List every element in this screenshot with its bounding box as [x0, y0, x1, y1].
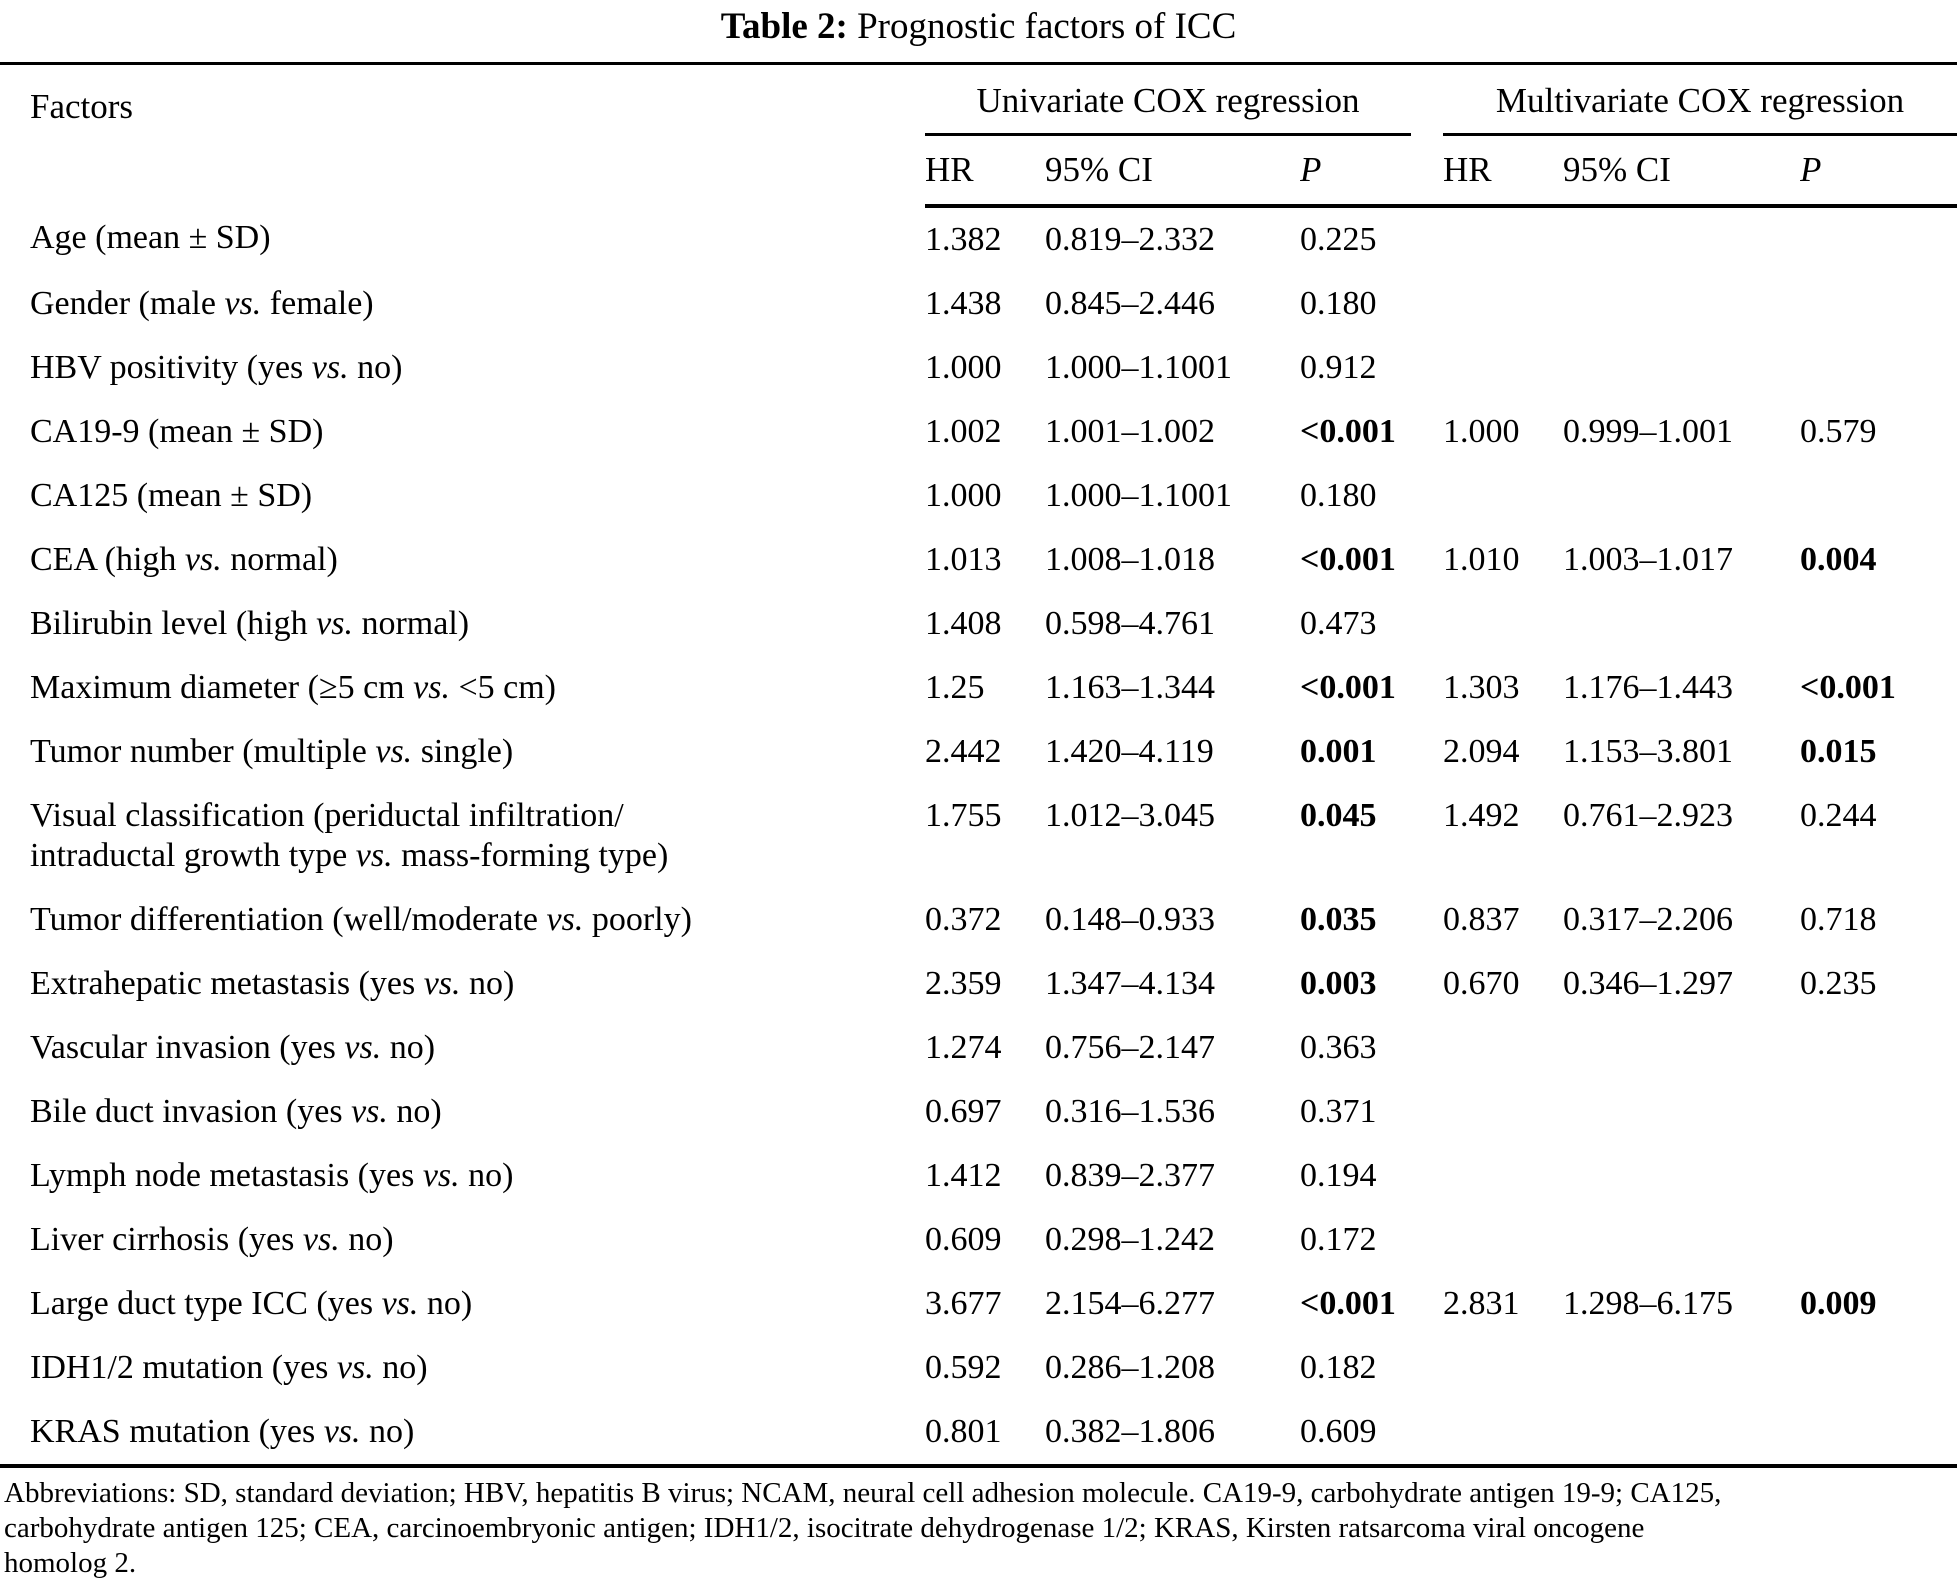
table-row [0, 784, 1957, 888]
m-ci-cell: 0.346–1.297 [1563, 965, 1734, 1002]
group-header-univariate [925, 64, 1443, 137]
group-header-multivariate [1443, 64, 1957, 137]
table-row [0, 1016, 1957, 1080]
group-header-univariate-label: Univariate COX regression [925, 81, 1411, 136]
m-p-cell: 0.235 [1800, 965, 1877, 1002]
factor-cell: Tumor differentiation (well/moderate vs. poorly) [30, 901, 692, 938]
m-p-cell [1800, 464, 1957, 528]
m-hr-cell: 2.831 [1443, 1285, 1520, 1322]
u-ci-cell: 1.000–1.1001 [1045, 477, 1232, 514]
column-header-m-ci: 95% CI [1563, 136, 1800, 206]
u-ci-cell: 0.298–1.242 [1045, 1221, 1215, 1258]
m-hr-cell [1443, 206, 1563, 272]
column-header-m-p: P [1800, 136, 1957, 206]
factor-cell: Bile duct invasion (yes vs. no) [30, 1093, 442, 1130]
table-row [0, 656, 1957, 720]
table-body [0, 206, 1957, 1466]
m-p-cell: 0.579 [1800, 413, 1877, 450]
m-p-cell [1800, 1080, 1957, 1144]
m-p-cell: 0.244 [1800, 797, 1877, 834]
factor-cell: Liver cirrhosis (yes vs. no) [30, 1221, 394, 1258]
factor-cell: HBV positivity (yes vs. no) [30, 349, 403, 386]
m-ci-cell: 1.298–6.175 [1563, 1285, 1734, 1322]
u-ci-cell: 0.819–2.332 [1045, 221, 1215, 258]
u-ci-cell: 1.000–1.1001 [1045, 349, 1232, 386]
u-hr-cell: 2.442 [925, 733, 1002, 770]
u-p-cell: 0.912 [1300, 349, 1377, 386]
m-ci-cell [1563, 336, 1800, 400]
u-ci-cell: 0.598–4.761 [1045, 605, 1215, 642]
u-p-cell: 0.035 [1300, 901, 1377, 938]
column-header-u-p: P [1300, 136, 1443, 206]
u-p-cell: 0.003 [1300, 965, 1377, 1002]
u-p-cell: 0.473 [1300, 605, 1377, 642]
m-ci-cell: 0.317–2.206 [1563, 901, 1734, 938]
u-ci-cell: 0.845–2.446 [1045, 285, 1215, 322]
m-ci-cell: 1.153–3.801 [1563, 733, 1734, 770]
m-ci-cell: 1.176–1.443 [1563, 669, 1734, 706]
m-hr-cell: 0.837 [1443, 901, 1520, 938]
u-ci-cell: 1.163–1.344 [1045, 669, 1215, 706]
table-header [0, 64, 1957, 207]
m-hr-cell [1443, 464, 1563, 528]
u-p-cell: 0.180 [1300, 477, 1377, 514]
factor-cell: Gender (male vs. female) [30, 285, 374, 322]
u-p-cell: <0.001 [1300, 669, 1396, 706]
m-p-cell [1800, 1016, 1957, 1080]
m-hr-cell [1443, 336, 1563, 400]
m-ci-cell: 1.003–1.017 [1563, 541, 1734, 578]
m-ci-cell [1563, 464, 1800, 528]
m-p-cell [1800, 1144, 1957, 1208]
u-hr-cell: 1.25 [925, 669, 985, 706]
m-hr-cell [1443, 1080, 1563, 1144]
footnote-line: carbohydrate antigen 125; CEA, carcinoembryonic antigen; IDH1/2, isocitrate dehydrogenase 1/2; KRAS, Kirsten ratsarcoma viral oncogene [4, 1512, 1645, 1544]
m-hr-cell [1443, 592, 1563, 656]
u-p-cell: 0.045 [1300, 797, 1377, 834]
column-header-m-hr: HR [1443, 136, 1563, 206]
u-ci-cell: 1.012–3.045 [1045, 797, 1215, 834]
u-hr-cell: 0.609 [925, 1221, 1002, 1258]
factor-cell: Large duct type ICC (yes vs. no) [30, 1285, 473, 1322]
factor-cell: CA125 (mean ± SD) [30, 477, 313, 514]
u-hr-cell: 1.382 [925, 221, 1002, 258]
u-hr-cell: 0.592 [925, 1349, 1002, 1386]
m-hr-cell: 1.303 [1443, 669, 1520, 706]
footnote-line: homolog 2. [4, 1547, 137, 1579]
u-ci-cell: 2.154–6.277 [1045, 1285, 1215, 1322]
m-ci-cell [1563, 592, 1800, 656]
u-hr-cell: 0.372 [925, 901, 1002, 938]
m-p-cell: 0.004 [1800, 541, 1877, 578]
table-row [0, 1272, 1957, 1336]
m-p-cell [1800, 1336, 1957, 1400]
m-p-cell: 0.718 [1800, 901, 1877, 938]
table-row [0, 336, 1957, 400]
factor-cell: Vascular invasion (yes vs. no) [30, 1029, 436, 1066]
u-p-cell: 0.172 [1300, 1221, 1377, 1258]
u-ci-cell: 0.382–1.806 [1045, 1413, 1215, 1450]
table-title [0, 0, 1957, 62]
factor-cell: CEA (high vs. normal) [30, 541, 338, 578]
m-ci-cell [1563, 1336, 1800, 1400]
m-hr-cell [1443, 272, 1563, 336]
u-ci-cell: 0.148–0.933 [1045, 901, 1215, 938]
table-title-label: Table 2: [720, 6, 848, 47]
u-p-cell: <0.001 [1300, 541, 1396, 578]
u-p-cell: 0.194 [1300, 1157, 1377, 1194]
m-hr-cell [1443, 1144, 1563, 1208]
table-row [0, 1400, 1957, 1466]
table-row [0, 464, 1957, 528]
factor-cell: Visual classification (periductal infiltration/ intraductal growth type vs. mass-forming type) [30, 797, 669, 874]
u-p-cell: 0.609 [1300, 1413, 1377, 1450]
u-p-cell: 0.371 [1300, 1093, 1377, 1130]
m-hr-cell: 2.094 [1443, 733, 1520, 770]
u-ci-cell: 0.756–2.147 [1045, 1029, 1215, 1066]
factor-cell: Age (mean ± SD) [30, 219, 271, 256]
footnote-line: Abbreviations: SD, standard deviation; HBV, hepatitis B virus; NCAM, neural cell adhesion molecule. CA19-9, carbohydrate antigen 19-9; CA125, [4, 1477, 1722, 1509]
u-ci-cell: 1.347–4.134 [1045, 965, 1215, 1002]
m-p-cell: 0.015 [1800, 733, 1877, 770]
m-ci-cell: 0.761–2.923 [1563, 797, 1734, 834]
m-hr-cell [1443, 1400, 1563, 1466]
table-row [0, 528, 1957, 592]
m-hr-cell [1443, 1336, 1563, 1400]
m-hr-cell: 1.010 [1443, 541, 1520, 578]
m-hr-cell: 1.000 [1443, 413, 1520, 450]
factor-cell: KRAS mutation (yes vs. no) [30, 1413, 415, 1450]
m-ci-cell [1563, 272, 1800, 336]
table-row [0, 952, 1957, 1016]
m-p-cell [1800, 1400, 1957, 1466]
u-hr-cell: 1.000 [925, 349, 1002, 386]
u-ci-cell: 1.001–1.002 [1045, 413, 1215, 450]
u-hr-cell: 1.274 [925, 1029, 1002, 1066]
u-p-cell: <0.001 [1300, 1285, 1396, 1322]
u-hr-cell: 1.755 [925, 797, 1002, 834]
factor-cell: Bilirubin level (high vs. normal) [30, 605, 470, 642]
u-hr-cell: 1.412 [925, 1157, 1002, 1194]
table-row [0, 1336, 1957, 1400]
m-p-cell [1800, 206, 1957, 272]
u-ci-cell: 0.316–1.536 [1045, 1093, 1215, 1130]
u-hr-cell: 1.013 [925, 541, 1002, 578]
m-ci-cell [1563, 1080, 1800, 1144]
m-ci-cell [1563, 1208, 1800, 1272]
m-ci-cell: 0.999–1.001 [1563, 413, 1734, 450]
u-p-cell: <0.001 [1300, 413, 1396, 450]
factor-cell: Extrahepatic metastasis (yes vs. no) [30, 965, 515, 1002]
m-ci-cell [1563, 206, 1800, 272]
u-hr-cell: 3.677 [925, 1285, 1002, 1322]
m-hr-cell: 1.492 [1443, 797, 1520, 834]
table-row [0, 888, 1957, 952]
m-hr-cell [1443, 1016, 1563, 1080]
u-hr-cell: 1.000 [925, 477, 1002, 514]
m-hr-cell [1443, 1208, 1563, 1272]
m-p-cell: <0.001 [1800, 669, 1896, 706]
u-p-cell: 0.180 [1300, 285, 1377, 322]
table-row [0, 720, 1957, 784]
m-p-cell: 0.009 [1800, 1285, 1877, 1322]
u-p-cell: 0.001 [1300, 733, 1377, 770]
u-p-cell: 0.363 [1300, 1029, 1377, 1066]
table-row [0, 592, 1957, 656]
u-ci-cell: 1.008–1.018 [1045, 541, 1215, 578]
table-row [0, 1080, 1957, 1144]
factor-cell: Tumor number (multiple vs. single) [30, 733, 514, 770]
u-p-cell: 0.182 [1300, 1349, 1377, 1386]
table-row [0, 1144, 1957, 1208]
factor-cell: Lymph node metastasis (yes vs. no) [30, 1157, 514, 1194]
m-hr-cell: 0.670 [1443, 965, 1520, 1002]
factor-cell: CA19-9 (mean ± SD) [30, 413, 324, 450]
u-hr-cell: 2.359 [925, 965, 1002, 1002]
u-hr-cell: 1.438 [925, 285, 1002, 322]
u-hr-cell: 1.002 [925, 413, 1002, 450]
u-ci-cell: 0.839–2.377 [1045, 1157, 1215, 1194]
m-ci-cell [1563, 1400, 1800, 1466]
u-ci-cell: 0.286–1.208 [1045, 1349, 1215, 1386]
m-p-cell [1800, 336, 1957, 400]
m-p-cell [1800, 272, 1957, 336]
m-p-cell [1800, 592, 1957, 656]
table-row [0, 1208, 1957, 1272]
table-row [0, 400, 1957, 464]
u-p-cell: 0.225 [1300, 221, 1377, 258]
m-p-cell [1800, 1208, 1957, 1272]
m-ci-cell [1563, 1144, 1800, 1208]
factor-cell: IDH1/2 mutation (yes vs. no) [30, 1349, 428, 1386]
group-header-multivariate-label: Multivariate COX regression [1443, 81, 1957, 136]
column-header-u-hr: HR [925, 136, 1045, 206]
table-footnote [0, 1468, 1957, 1580]
factor-cell: Maximum diameter (≥5 cm vs. <5 cm) [30, 669, 556, 706]
table-row [0, 272, 1957, 336]
column-header-factors: Factors [30, 87, 134, 126]
group-header-row [0, 64, 1957, 137]
table-row [0, 206, 1957, 272]
u-hr-cell: 0.697 [925, 1093, 1002, 1130]
u-ci-cell: 1.420–4.119 [1045, 733, 1214, 770]
column-header-u-ci: 95% CI [1045, 136, 1300, 206]
table-title-text: Prognostic factors of ICC [857, 6, 1237, 47]
u-hr-cell: 1.408 [925, 605, 1002, 642]
m-ci-cell [1563, 1016, 1800, 1080]
u-hr-cell: 0.801 [925, 1413, 1002, 1450]
prognostic-factors-table [0, 62, 1957, 1468]
